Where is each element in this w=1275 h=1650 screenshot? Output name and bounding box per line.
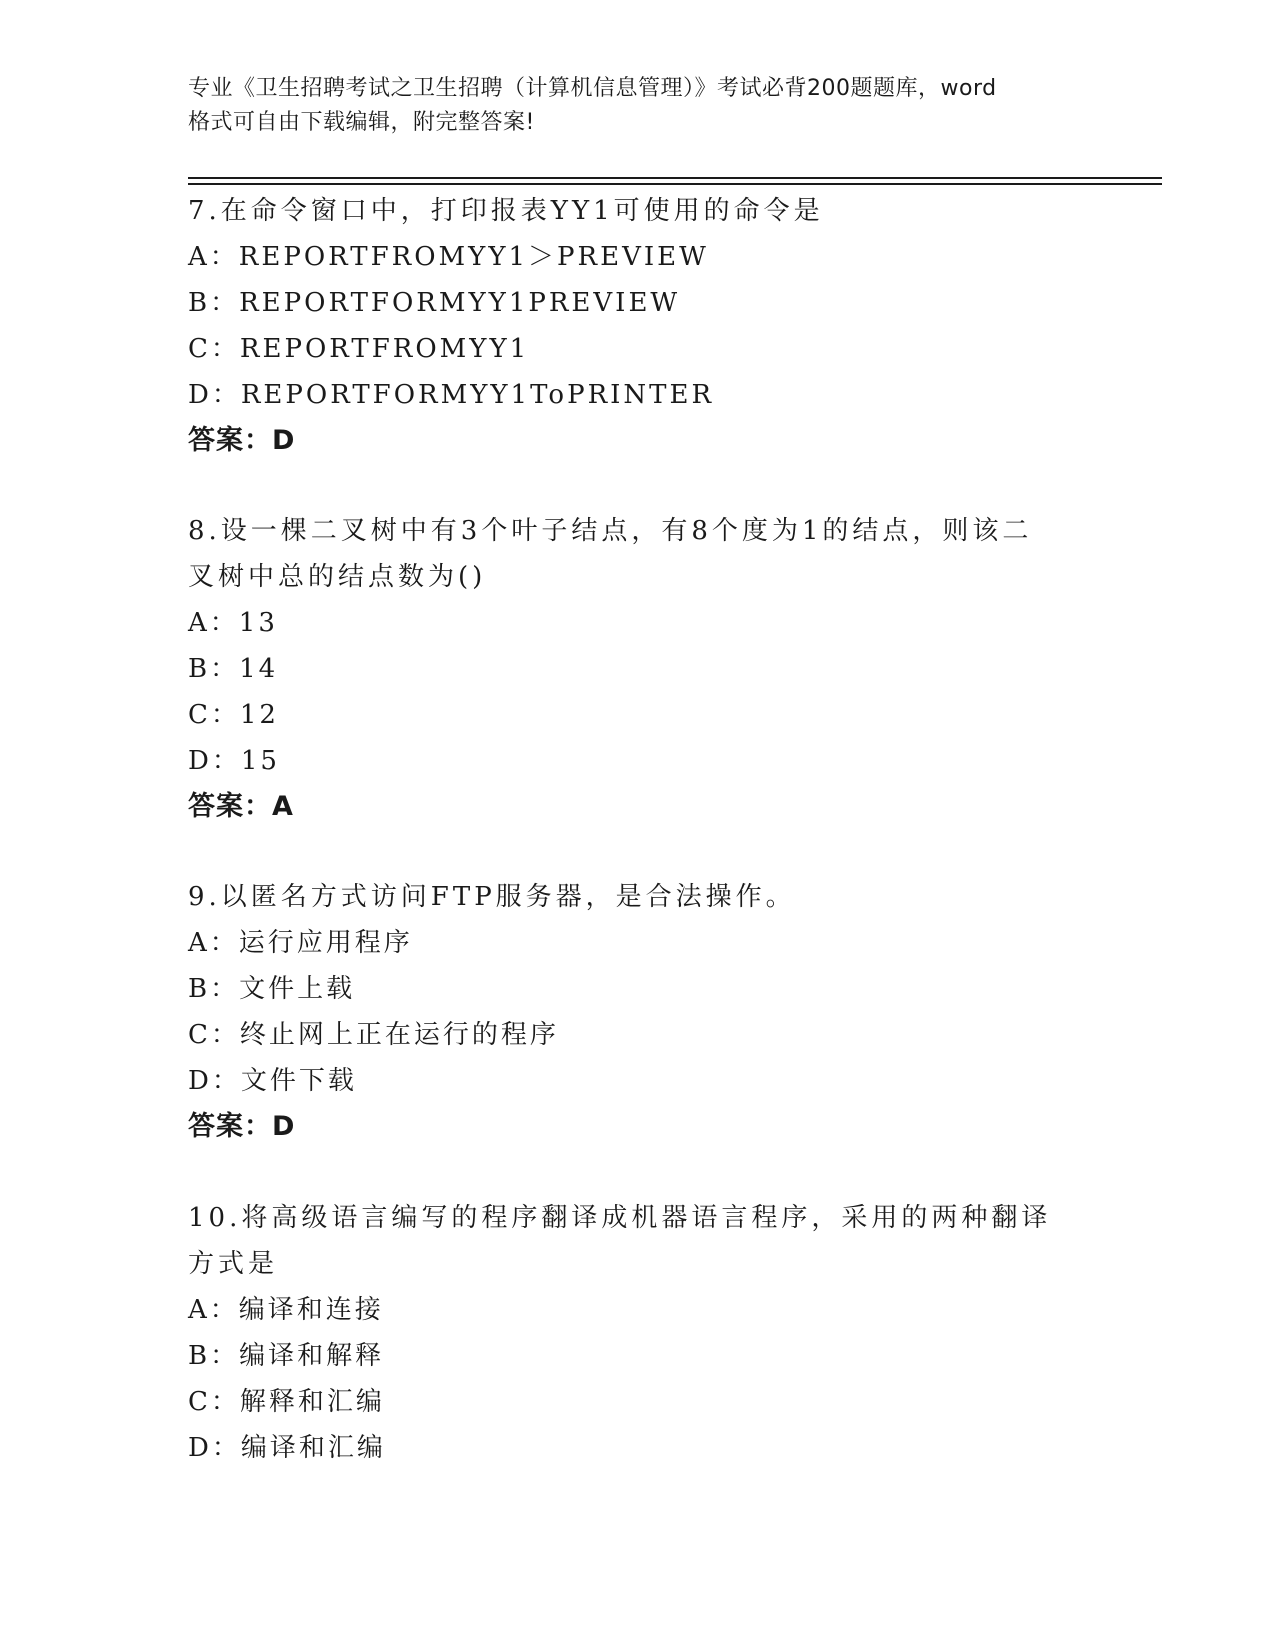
document-header	[188, 72, 1088, 140]
option-a: A：13	[188, 608, 278, 638]
header-divider-top	[188, 177, 1162, 179]
option-a: A：编译和连接	[188, 1295, 384, 1325]
option-b: B：14	[188, 654, 279, 684]
option-c: C：解释和汇编	[188, 1387, 385, 1417]
option-b: B：REPORTFORMYY1PREVIEW	[188, 288, 681, 318]
option-c: C：终止网上正在运行的程序	[188, 1020, 559, 1050]
option-d: D：15	[188, 746, 280, 776]
answer-label: 答案：A	[188, 791, 294, 822]
question-stem: 7.在命令窗口中，打印报表YY1可使用的命令是	[188, 196, 824, 226]
question-8	[188, 508, 1088, 830]
question-10	[188, 1195, 1088, 1471]
question-9	[188, 874, 1088, 1150]
option-d: D：文件下载	[188, 1066, 357, 1096]
question-stem: 10.将高级语言编写的程序翻译成机器语言程序，采用的两种翻译方式是	[188, 1203, 1052, 1279]
question-stem: 8.设一棵二叉树中有3个叶子结点，有8个度为1的结点，则该二叉树中总的结点数为()	[188, 516, 1033, 592]
option-d: D：REPORTFORMYY1ToPRINTER	[188, 380, 715, 410]
header-line-2: 格式可自由下载编辑，附完整答案!	[188, 110, 535, 135]
header-line-1: 专业《卫生招聘考试之卫生招聘（计算机信息管理）》考试必背200题题库，word	[188, 76, 997, 101]
option-d: D：编译和汇编	[188, 1433, 386, 1463]
option-c: C：12	[188, 700, 279, 730]
question-7	[188, 188, 1088, 464]
question-stem: 9.以匿名方式访问FTP服务器，是合法操作。	[188, 882, 796, 912]
answer-label: 答案：D	[188, 425, 296, 456]
option-c: C：REPORTFROMYY1	[188, 334, 530, 364]
answer-label: 答案：D	[188, 1111, 296, 1142]
header-divider-bottom	[188, 183, 1162, 185]
option-a: A：运行应用程序	[188, 928, 413, 958]
option-a: A：REPORTFROMYY1＞PREVIEW	[188, 242, 709, 272]
option-b: B：文件上载	[188, 974, 356, 1004]
option-b: B：编译和解释	[188, 1341, 385, 1371]
